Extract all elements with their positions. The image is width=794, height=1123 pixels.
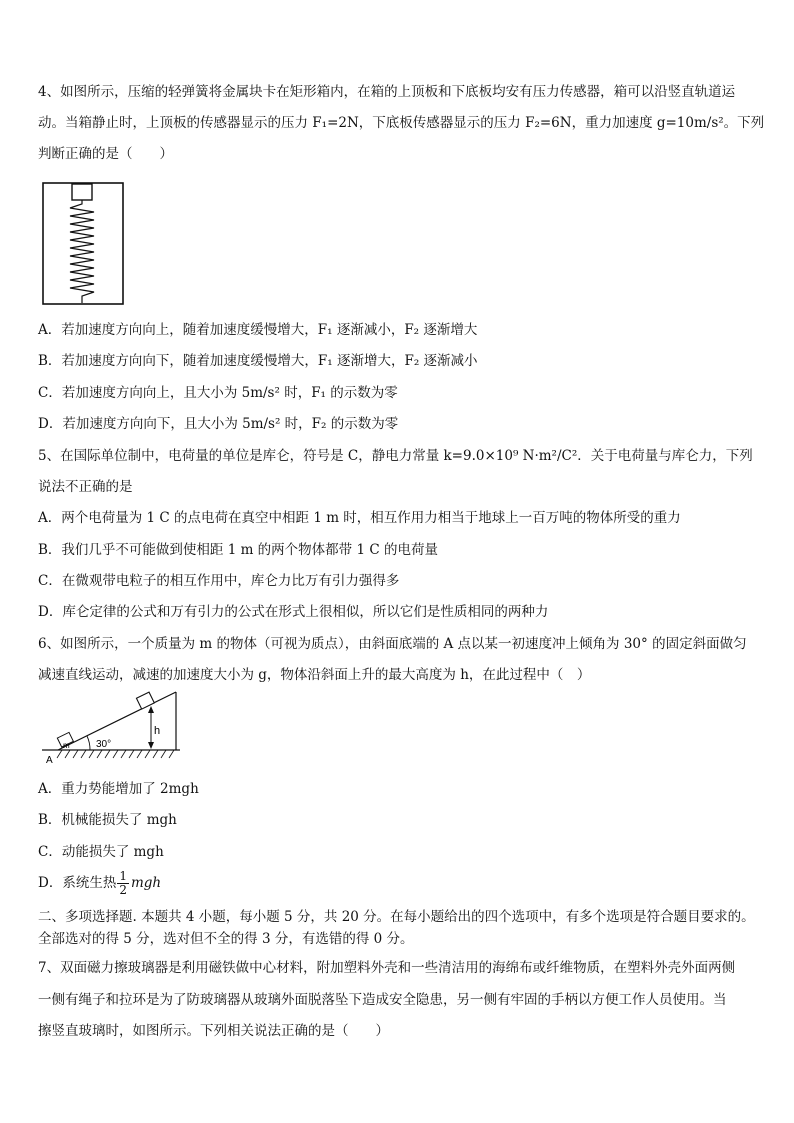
q7-stem-line-1: 7、双面磁力擦玻璃器是利用磁铁做中心材料，附加塑料外壳和一些清洁用的海绵布或纤维物质，在塑料外壳外面两侧 [38,960,736,976]
ground-hatch [57,750,174,758]
q5-option-d: D．库仑定律的公式和万有引力的公式在形式上很相似，所以它们是性质相同的两种力 [38,604,549,620]
q4-box-spring-figure [40,180,126,308]
section2-line-1: 二、多项选择题. 本题共 4 小题，每小题 5 分，共 20 分。在每小题给出的四个选项中，有多个选项是符合题目要求的。 [38,909,755,925]
mass-label: m [63,741,70,750]
q4-stem-line-2: 动。当箱静止时，上顶板的传感器显示的压力 F₁=2N，下底板传感器显示的压力 F₂=6N，重力加速度 g=10m/s²。下列 [38,115,765,131]
q7-stem-line-3: 擦竖直玻璃时，如图所示。下列相关说法正确的是（ ） [38,1023,389,1039]
angle-label: 30° [96,739,112,750]
point-a-label: A [46,755,53,766]
q5-option-c: C．在微观带电粒子的相互作用中，库仑力比万有引力强得多 [38,573,400,589]
spring [70,200,94,303]
one-half-fraction [117,870,129,897]
incline-surface [58,692,176,750]
height-label: h [154,725,161,737]
q4-option-a: A．若加速度方向向上，随着加速度缓慢增大，F₁ 逐渐减小，F₂ 逐渐增大 [38,322,478,338]
q6-incline-figure [38,688,188,770]
angle-arc [87,736,90,750]
q6-stem-line-2: 减速直线运动，减速的加速度大小为 g，物体沿斜面上升的最大高度为 h，在此过程中（ ） [38,667,591,683]
section2-line-2: 全部选对的得 5 分，选对但不全的得 3 分，有选错的得 0 分。 [38,931,414,947]
metal-block [72,184,92,200]
height-arrow-head-top [148,706,154,713]
q6-option-d-prefix: D．系统生热 [38,875,117,891]
q4-option-d: D．若加速度方向向下，且大小为 5m/s² 时，F₂ 的示数为零 [38,416,399,432]
q6-option-b: B．机械能损失了 mgh [38,812,177,828]
q5-option-b: B．我们几乎不可能做到使相距 1 m 的两个物体都带 1 C 的电荷量 [38,542,438,558]
q6-stem-line-1: 6、如图所示，一个质量为 m 的物体（可视为质点），由斜面底端的 A 点以某一初速度冲上倾角为 30° 的固定斜面做匀 [38,636,747,652]
q6-option-d [38,868,768,898]
q5-option-a: A．两个电荷量为 1 C 的点电荷在真空中相距 1 m 时，相互作用力相当于地球上一百万吨的物体所受的重力 [38,510,681,526]
q5-stem-line-2: 说法不正确的是 [38,479,133,495]
q5-stem-line-1: 5、在国际单位制中，电荷量的单位是库仑，符号是 C，静电力常量 k=9.0×10⁹ N·m²/C²．关于电荷量与库仑力，下列 [38,448,753,464]
q6-option-a: A．重力势能增加了 2mgh [38,781,199,797]
q4-option-b: B．若加速度方向向下，随着加速度缓慢增大，F₁ 逐渐增大，F₂ 逐渐减小 [38,353,478,369]
q7-stem-line-2: 一侧有绳子和拉环是为了防玻璃器从玻璃外面脱落坠下造成安全隐患，另一侧有牢固的手柄以方便工作人员使用。当 [38,992,727,1008]
block-at-top [136,692,154,709]
height-arrow-head-bottom [148,742,154,749]
q4-stem-line-1: 4、如图所示，压缩的轻弹簧将金属块卡在矩形箱内，在箱的上顶板和下底板均安有压力传感器，箱可以沿竖直轨道运 [38,84,736,100]
fraction-denominator: 2 [119,883,127,897]
q6-option-c: C．动能损失了 mgh [38,844,164,860]
q6-option-d-suffix: mgh [130,875,162,891]
q4-option-c: C．若加速度方向向上，且大小为 5m/s² 时，F₁ 的示数为零 [38,385,398,401]
fraction-numerator: 1 [119,869,127,883]
q4-stem-line-3: 判断正确的是（ ） [38,146,173,162]
